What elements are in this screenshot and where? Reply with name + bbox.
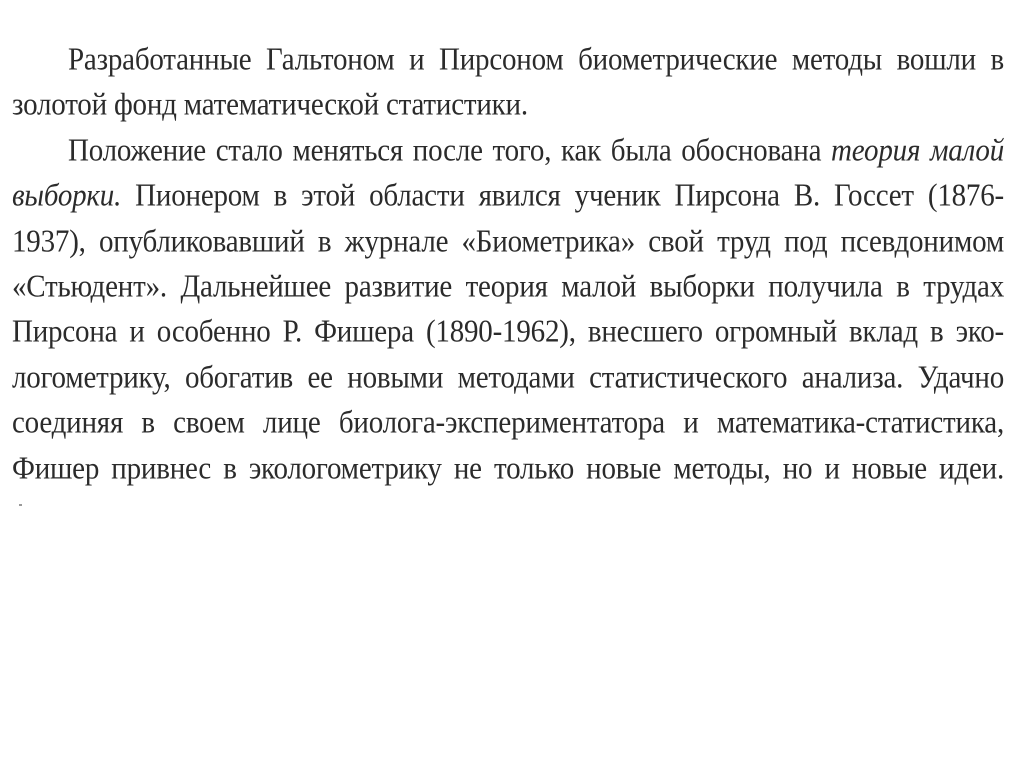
paragraph-2-line-7	[12, 399, 1004, 448]
text-run: логометрику, обогатив ее новыми методами статистического анализа. Удачно	[12, 360, 1004, 395]
paragraph-2-line-1	[12, 127, 1004, 176]
paragraph-1-line-2	[12, 82, 1004, 131]
paragraph-1-line-1	[12, 36, 1004, 85]
italic-term: выборки.	[12, 178, 122, 214]
paragraph-2-line-3	[12, 218, 1004, 267]
text-run: Разработанные Гальтоном и Пирсоном биометрические методы вошли в	[68, 42, 1004, 78]
paragraph-2-line-2	[12, 172, 1004, 221]
text-run: золотой фонд математической статистики.	[12, 88, 528, 123]
paragraph-2-line-4	[12, 263, 1004, 312]
paragraph-2-line-5	[12, 309, 1004, 358]
text-run: Фишер привнес в экологометрику не только новые методы, но и новые идеи.	[12, 451, 1004, 486]
text-block	[12, 38, 1004, 492]
text-run: 1937), опубликовавший в журнале «Биометрика» свой труд под псевдонимом	[12, 224, 1004, 259]
paragraph-2-line-6	[12, 354, 1004, 403]
text-run: «Стьюдент». Дальнейшее развитие теория малой выборки получила в трудах	[12, 269, 1004, 305]
stray-mark	[19, 504, 22, 506]
text-run: Пирсона и особенно Р. Фишера (1890-1962), внесшего огромный вклад в эко-	[12, 315, 1004, 350]
italic-term: теория малой	[831, 133, 1004, 169]
text-run: Пионером в этой области явился ученик Пирсона В. Госсет (1876-	[121, 178, 1004, 214]
text-run: соединяя в своем лице биолога-экспериментатора и математика-статистика,	[12, 405, 1004, 441]
paragraph-2-line-8	[12, 445, 1004, 494]
text-run: Положение стало меняться после того, как была обоснована	[68, 133, 832, 169]
